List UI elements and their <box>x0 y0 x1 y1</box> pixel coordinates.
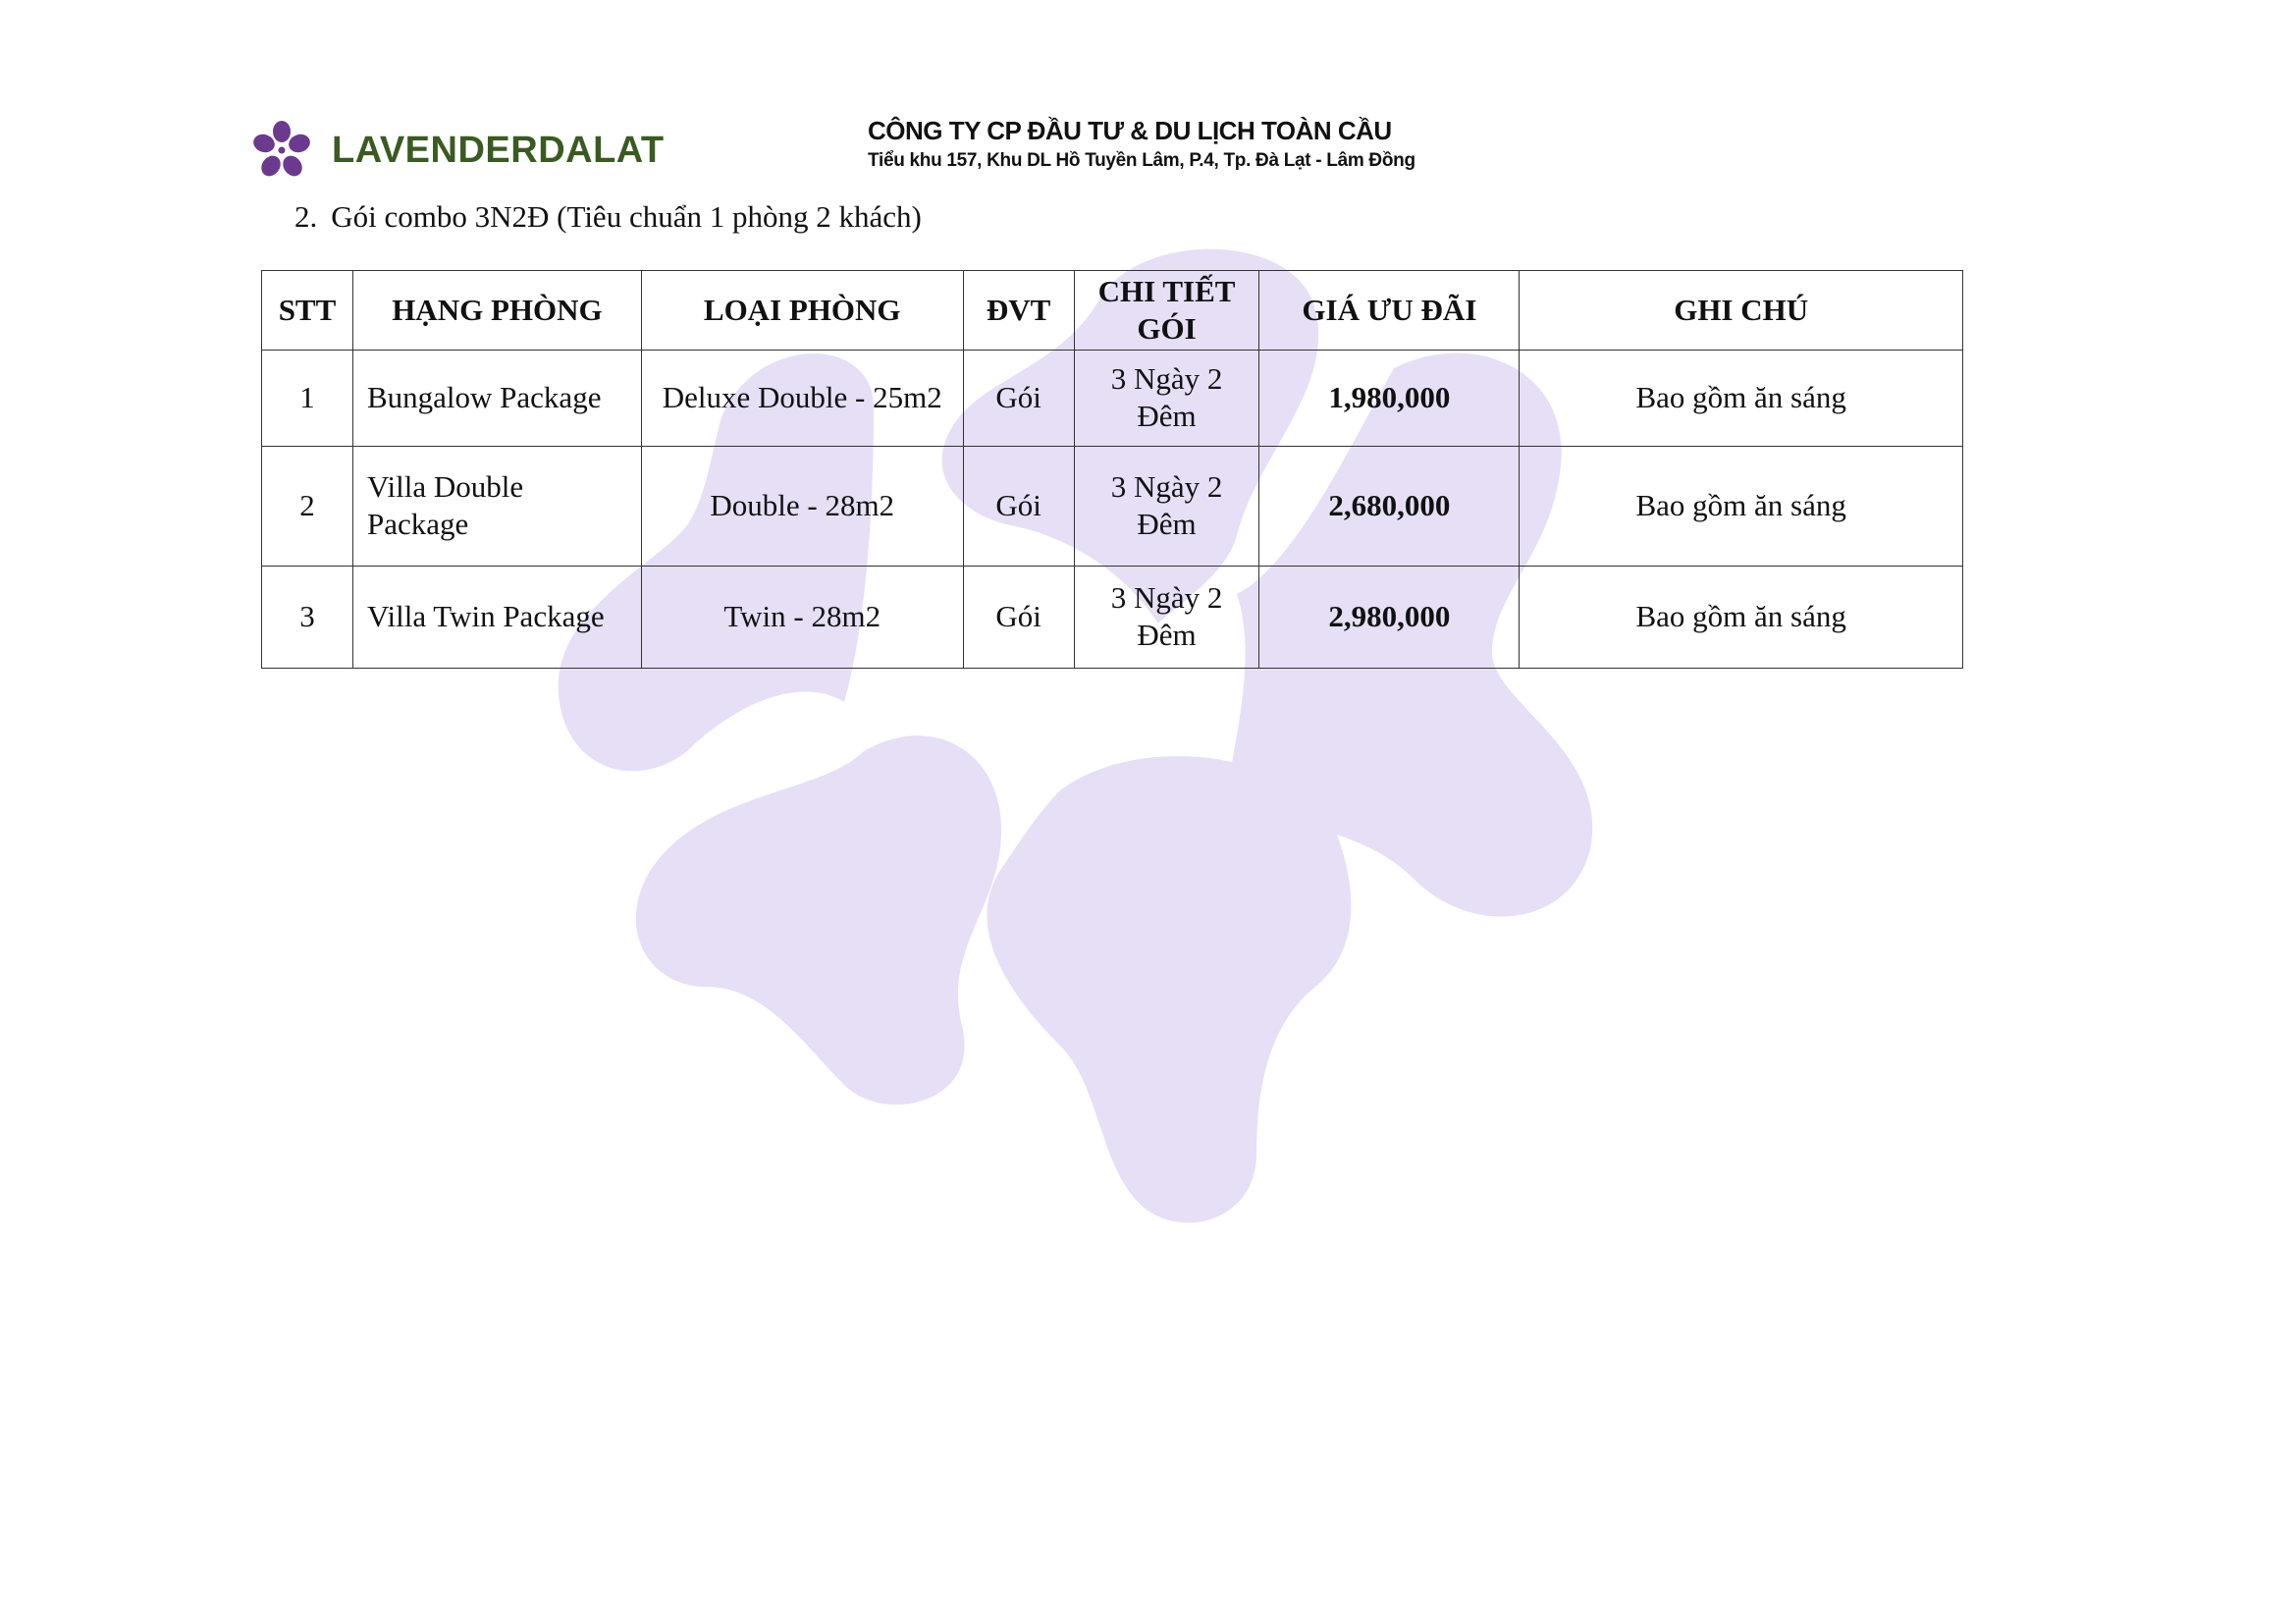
section-heading <box>294 199 922 235</box>
cell-stt: 1 <box>262 350 353 446</box>
company-address: Tiểu khu 157, Khu DL Hồ Tuyền Lâm, P.4, Tp. Đà Lạt - Lâm Đồng <box>868 150 1415 171</box>
header-unit: ĐVT <box>963 271 1074 351</box>
cell-promo-price: 2,680,000 <box>1259 446 1520 566</box>
letterhead <box>251 116 1527 194</box>
cell-unit: Gói <box>963 350 1074 446</box>
company-info <box>868 116 1415 172</box>
cell-room-class: Villa Twin Package <box>352 566 641 668</box>
table-header-row <box>262 271 1963 351</box>
lavender-flower-icon <box>251 120 312 181</box>
header-promo-price: GIÁ ƯU ĐÃI <box>1259 271 1520 351</box>
cell-package-detail: 3 Ngày 2 Đêm <box>1074 446 1259 566</box>
cell-room-type: Deluxe Double - 25m2 <box>641 350 963 446</box>
cell-room-class: Bungalow Package <box>352 350 641 446</box>
cell-promo-price: 1,980,000 <box>1259 350 1520 446</box>
header-package-detail: CHI TIẾT GÓI <box>1074 271 1259 351</box>
combo-price-table <box>261 270 1963 669</box>
cell-package-detail: 3 Ngày 2 Đêm <box>1074 350 1259 446</box>
table-row <box>262 350 1963 446</box>
cell-unit: Gói <box>963 566 1074 668</box>
cell-note: Bao gồm ăn sáng <box>1520 446 1963 566</box>
cell-room-type: Twin - 28m2 <box>641 566 963 668</box>
section-number: 2. <box>294 199 318 234</box>
header-note: GHI CHÚ <box>1520 271 1963 351</box>
cell-promo-price: 2,980,000 <box>1259 566 1520 668</box>
cell-room-class: Villa Double Package <box>352 446 641 566</box>
table-row <box>262 446 1963 566</box>
cell-stt: 3 <box>262 566 353 668</box>
cell-package-detail: 3 Ngày 2 Đêm <box>1074 566 1259 668</box>
cell-room-type: Double - 28m2 <box>641 446 963 566</box>
section-title: Gói combo 3N2Đ (Tiêu chuẩn 1 phòng 2 khách) <box>331 199 922 234</box>
cell-stt: 2 <box>262 446 353 566</box>
cell-note: Bao gồm ăn sáng <box>1520 350 1963 446</box>
brand-name: LAVENDERDALAT <box>332 129 665 171</box>
company-name: CÔNG TY CP ĐẦU TƯ & DU LỊCH TOÀN CẦU <box>868 116 1392 145</box>
header-room-class: HẠNG PHÒNG <box>352 271 641 351</box>
cell-note: Bao gồm ăn sáng <box>1520 566 1963 668</box>
header-room-type: LOẠI PHÒNG <box>641 271 963 351</box>
table-row <box>262 566 1963 668</box>
company-logo <box>251 120 665 181</box>
cell-unit: Gói <box>963 446 1074 566</box>
header-stt: STT <box>262 271 353 351</box>
